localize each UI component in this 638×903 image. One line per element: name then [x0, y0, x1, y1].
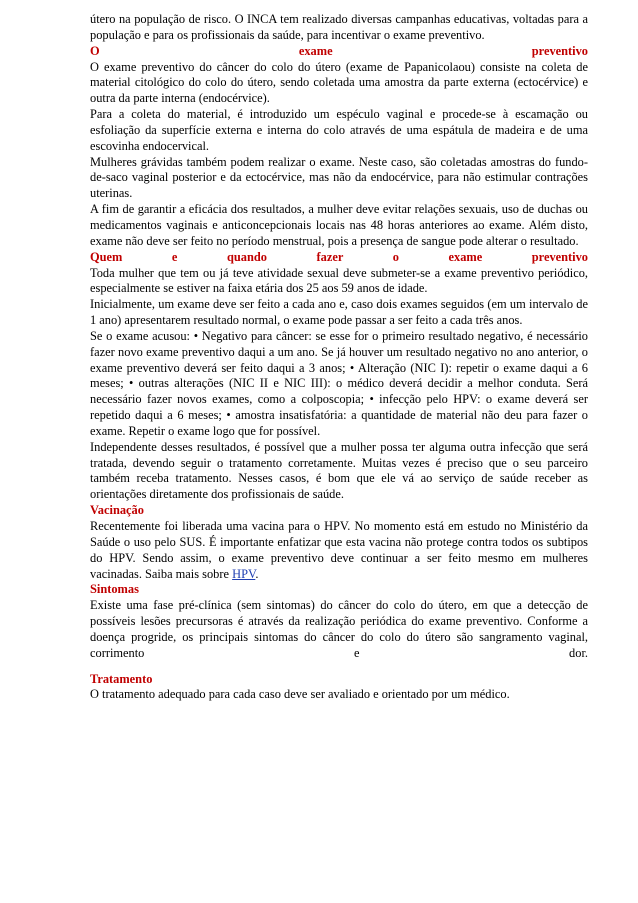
independente-paragraph: Independente desses resultados, é possível que a mulher possa ter alguma outra infecção que será tratada, devendo seguir o tratamento corretamente. Muitas vezes é preciso que o seu parceiro também receba tratamento. Nesses casos, é bom que ele vá ao serviço de saúde receber as orientações diretamente dos profissionais de saúde.: [90, 439, 588, 502]
spacer: [90, 662, 588, 672]
document-page: [90, 12, 588, 703]
vacinacao-end: .: [255, 566, 259, 581]
section-heading-quem: Quem e quando fazer o exame preventivo: [90, 249, 588, 264]
exame-paragraph-2: Para a coleta do material, é introduzido um espéculo vaginal e procede-se à escamação ou esfoliação da superfície externa e interna do colo através de uma espátula de madeira e de uma escovinha endocervical.: [90, 107, 588, 153]
sintomas-paragraph: Existe uma fase pré-clínica (sem sintomas) do câncer do colo do útero, em que a detecção de possíveis lesões precursoras é através da realização periódica do exame preventivo. Conforme a doença progride, os principais sintomas do câncer do colo do útero são sangramento vaginal, corrimento e dor.: [90, 598, 588, 660]
exame-paragraph-4: A fim de garantir a eficácia dos resultados, a mulher deve evitar relações sexuais, uso de duchas ou medicamentos vaginais e anticoncepcionais locais nas 48 horas anteriores ao exame. Além disto, exame não deve ser feito no período menstrual, pois a presença de sangue pode alterar o resultado.: [90, 202, 588, 248]
tratamento-paragraph: O tratamento adequado para cada caso deve ser avaliado e orientado por um médico.: [90, 687, 510, 702]
intro-paragraph: útero na população de risco. O INCA tem realizado diversas campanhas educativas, voltadas para a população e para os profissionais da saúde, para incentivar o exame preventivo.: [90, 12, 588, 42]
quem-paragraph-2: Inicialmente, um exame deve ser feito a cada ano e, caso dois exames seguidos (em um intervalo de 1 ano) apresentarem resultado normal, o exame pode passar a ser feito a cada três anos.: [90, 297, 588, 328]
hpv-link[interactable]: HPV: [232, 566, 256, 581]
exame-paragraph-1: O exame preventivo do câncer do colo do útero (exame de Papanicolaou) consiste na coleta de material citológico do colo do útero, sendo coletada uma amostra da parte externa (ectocérvice) e outra da parte interna (endocérvice).: [90, 59, 588, 106]
quem-paragraph-1: Toda mulher que tem ou já teve atividade sexual deve submeter-se a exame preventivo periódico, especialmente se estiver na faixa etária dos 25 aos 59 anos de idade.: [90, 265, 588, 296]
vacinacao-paragraph: [90, 519, 588, 582]
exame-paragraph-3: Mulheres grávidas também podem realizar o exame. Neste caso, são coletadas amostras do fundo-de-saco vaginal posterior e da ectocérvice, mas não da endocérvice, para não estimular contrações uterinas.: [90, 154, 588, 201]
vacinacao-text: Recentemente foi liberada uma vacina para o HPV. No momento está em estudo no Ministério da Saúde o uso pelo SUS. É importante enfatizar que esta vacina não protege contra todos os subtipos do HPV. Sendo assim, o exame preventivo deve continuar a ser feito mesmo em mulheres vacinadas. Saiba mais sobre: [90, 519, 588, 581]
section-heading-tratamento: Tratamento: [90, 671, 153, 686]
section-heading-sintomas: Sintomas: [90, 582, 139, 597]
section-heading-vacinacao: Vacinação: [90, 503, 144, 518]
resultados-paragraph: Se o exame acusou: • Negativo para câncer: se esse for o primeiro resultado negativo, é necessário fazer novo exame preventivo daqui a um ano. Se já houver um resultado negativo no ano anterior, o exame preventivo deverá ser feito daqui a 3 anos; • Alteração (NIC I): repetir o exame daqui a 6 meses; • outras alterações (NIC II e NIC III): o médico deverá decidir a melhor conduta. Será necessário fazer novos exames, como a colposcopia; • infecção pelo HPV: o exame deverá ser repetido daqui a 6 meses; • amostra insatisfatória: a quantidade de material não deu para fazer o exame. Repetir o exame logo que for possível.: [90, 328, 588, 438]
section-heading-exame: O exame preventivo: [90, 43, 588, 58]
